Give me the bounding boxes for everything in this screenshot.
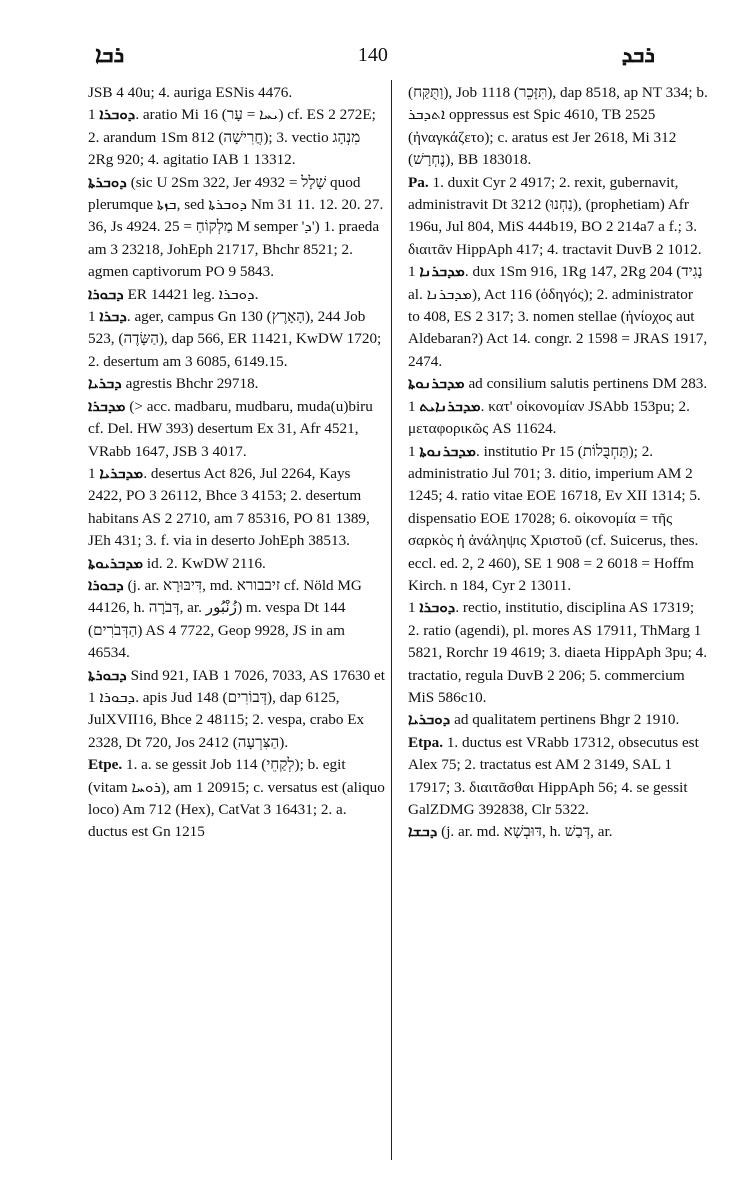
entry-text: 1. ager, campus Gn 130 (הָאָרֶץ), 244 Job 523, (הַשָּׂדֶה), dap 566, ER 11421, KwDW 1720; 2. desertum am 3 6085, 6149.15. [88, 308, 382, 370]
entry-headword: ܕܒܘܪܐ [88, 576, 124, 594]
entry-headword: ܕܒܘܪܐ [88, 285, 124, 303]
dictionary-entry [88, 575, 388, 665]
entry-headword: ܡܕܒܪܢܐܝܬ [419, 397, 481, 415]
entry-text: (> acc. madbaru, mudbaru, muda(u)biru cf. Del. HW 393) desertum Ex 31, Afr 4521, VRabb 1647, JSB 3 4017. [88, 397, 373, 460]
entry-headword: ܡܕܒܪܢܘܬܐ [419, 442, 477, 460]
dictionary-entry [408, 821, 708, 843]
running-head-left: ܪܒܐ [95, 42, 125, 68]
entry-text: 1. aratio Mi 16 (ܝܚܐ = עָר) cf. ES 2 272E; 2. arandum 1Sm 812 (חֲרִישָׁה); 3. vectio מִנְהָג 2Rg 920; 4. agitatio IAB 1 13312. [88, 106, 376, 169]
dictionary-entry [408, 709, 708, 731]
entry-headword: ܕܒܘܪܬܐ [88, 666, 127, 684]
entry-text: Sind 921, IAB 1 7026, 7033, AS 17630 et ܕܒܘܪܐ 1. apis Jud 148 (דְּבוֹרִים), dap 6125, JulXVII16, Bhce 2 48115; 2. vespa, crabo Ex 2328, Dt 720, Jos 2412 (הַצִּרְעָה). [88, 666, 385, 751]
running-head-right: ܪܒܕ [621, 42, 655, 68]
entry-headword: ܕܒܪܐ [99, 308, 127, 326]
entry-headword: Etpa. [408, 733, 444, 751]
dictionary-entry [408, 172, 708, 262]
entry-text: 1. dux 1Sm 916, 1Rg 147, 2Rg 204 (נָגִיד al. ܡܕܒܪܢܐ), Act 116 (ὁδηγός); 2. administrator to 408, ES 2 317; 3. nomen stellae (ἡνίοχος aut Aldebaran?) Act 14. congr. 2 1598 = JRAS 1917, 2474. [408, 263, 708, 370]
entry-text: (j. ar. דִּיבּוּרָא, md. זיבבורא cf. Nöld MG 44126, h. דְּבֹרָה, ar. زُنْبُور) m. vespa Dt 144 (הַדְּבֹרִים) AS 4 7722, Geop 9928, JS in am 46534. [88, 576, 362, 662]
entry-headword: ܕܘܒܪܐ [419, 599, 456, 617]
entry-headword: ܡܕܒܪܢܘܬܐ [408, 375, 465, 393]
column-divider [391, 80, 392, 1160]
dictionary-entry [88, 104, 388, 171]
page-number: 140 [357, 43, 388, 66]
dictionary-entry [408, 261, 708, 373]
entry-headword: Etpe. [88, 756, 123, 774]
entry-text: ad consilium salutis pertinens DM 283. [468, 375, 708, 393]
entry-text: ER 14421 leg. ܕܘܒܪܐ. [127, 285, 259, 303]
dictionary-entry [88, 306, 388, 373]
entry-text: (j. ar. md. דּוּבְשָׁא, h. דְּבַשׁ, ar. [441, 823, 613, 841]
dictionary-entry [88, 665, 388, 755]
dictionary-entry [88, 284, 388, 306]
dictionary-entry [88, 396, 388, 463]
entry-headword: ܕܒܪܝܐ [88, 375, 122, 393]
entry-text: 1. duxit Cyr 2 4917; 2. rexit, gubernavit, administravit Dt 3212 (נַחְנוּ), (prophetiam) Afr 196u, Jul 804, MiS 444b19, BO 2 214a7 a f.; 3. διαιτᾶν HippAph 417; 4. tractavit DuvB 2 1012. [408, 173, 702, 258]
entry-headword: ܡܕܒܪܢܐ [419, 263, 465, 281]
entry-headword: ܕܘܒܪܐ [99, 106, 136, 124]
entry-text: (וַתֻּקַּח), Job 1118 (תִּזָּכֵר), dap 8518, ap NT 334; b. ܐܬܕܒܪ oppressus est Spic 4610, TB 2525 (ἠναγκάζετο); c. aratus est Jer 2618, Mi 312 (נֶחְרָשׁ), BB 183018. [408, 84, 708, 169]
entry-text: 1. desertus Act 826, Jul 2264, Kays 2422, PO 3 26112, Bhce 3 4153; 2. desertum habitans AS 2 2710, am 7 85316, PO 81 1389, JEh 431; 3. f. via in deserto JohEph 38513. [88, 464, 370, 550]
entry-text: agrestis Bhchr 29718. [125, 375, 259, 393]
entry-text: ad qualitatem pertinens Bhgr 2 1910. [454, 711, 680, 729]
entry-text: 1. institutio Pr 15 (תַּחְבֻּלוֹת); 2. administratio Jul 701; 3. ditio, imperium AM 2 1245; 4. ratio vitae EOE 16718, Ev XII 1314; 5. dispensatio EOE 17028; 6. οἰκονομία = τῆς σαρκὸς ἡ ἀνάληψις Χριστοῦ (cf. Suicerus, thes. eccl. ed. 2, 2 460), SE 1 908 = 2 6018 = Hoffm Kirch. n 184, Cyr 2 13011. [408, 442, 701, 594]
entry-headword: ܕܘܒܪܝܐ [408, 711, 451, 729]
dictionary-entry [408, 732, 708, 822]
entry-text: 1. rectio, institutio, disciplina AS 17319; 2. ratio (agendi), pl. mores AS 17911, ThMarg 1 5821, Rorchr 19 4619; 3. diaeta HippAph 3pu; 4. tractatio, regula DuvB 2 206; 5. commercium MiS 586c10. [408, 599, 708, 706]
dictionary-entry [408, 597, 708, 709]
entry-text: 1. κατ' οἰκονομίαν JSAbb 153pu; 2. μεταφορικῶς AS 11624. [408, 397, 690, 438]
entry-headword: ܡܕܒܪܝܐ [99, 464, 144, 482]
entry-headword: Pa. [408, 173, 429, 191]
dictionary-entry [88, 82, 388, 104]
dictionary-entry [88, 463, 388, 553]
entry-text: (sic U 2Sm 322, Jer 4932 = שָׁלָל quod plerumque ܒܙܬܐ, sed ܕܘܒܪܬܐ Nm 31 11. 12. 20. 27. 36, Js 4924. 25 = מַלְקוֹחַ M semper 'ܕ') 1. praeda am 3 23218, JohEph 21717, Bhchr 8521; 2. agmen captivorum PO 9 5843. [88, 173, 384, 281]
left-column [88, 82, 388, 844]
entry-headword: ܕܒܫܐ [408, 823, 438, 841]
entry-text: JSB 4 40u; 4. auriga ESNis 4476. [88, 84, 293, 101]
entry-text: 1. a. se gessit Job 114 (לְקַחֵי); b. egit (vitam ܪܘܚܐ), am 1 20915; c. versatus est (aliquo loco) Am 712 (Hex), CatVat 3 16431; 2. a. ductus est Gn 1215 [88, 756, 385, 841]
dictionary-entry [88, 172, 388, 284]
dictionary-entry [88, 754, 388, 844]
right-column [408, 82, 708, 844]
page-header [95, 40, 655, 70]
dictionary-entry [88, 373, 388, 395]
entry-text: 1. ductus est VRabb 17312, obsecutus est Alex 75; 2. tractatus est AM 2 3149, SAL 1 17917; 3. διαιτᾶσθαι HippAph 56; 4. se gessit GalZDMG 392838, Clr 5322. [408, 733, 699, 818]
entry-headword: ܕܘܒܪܬܐ [88, 173, 127, 191]
entry-text: id. 2. KwDW 2116. [146, 554, 266, 572]
dictionary-entry [408, 82, 708, 172]
dictionary-entry [408, 373, 708, 395]
entry-headword: ܡܕܒܪܐ [88, 397, 126, 415]
dictionary-entry [408, 441, 708, 598]
dictionary-entry [88, 553, 388, 575]
entry-headword: ܡܕܒܪܝܘܬܐ [88, 554, 144, 572]
dictionary-entry [408, 396, 708, 441]
